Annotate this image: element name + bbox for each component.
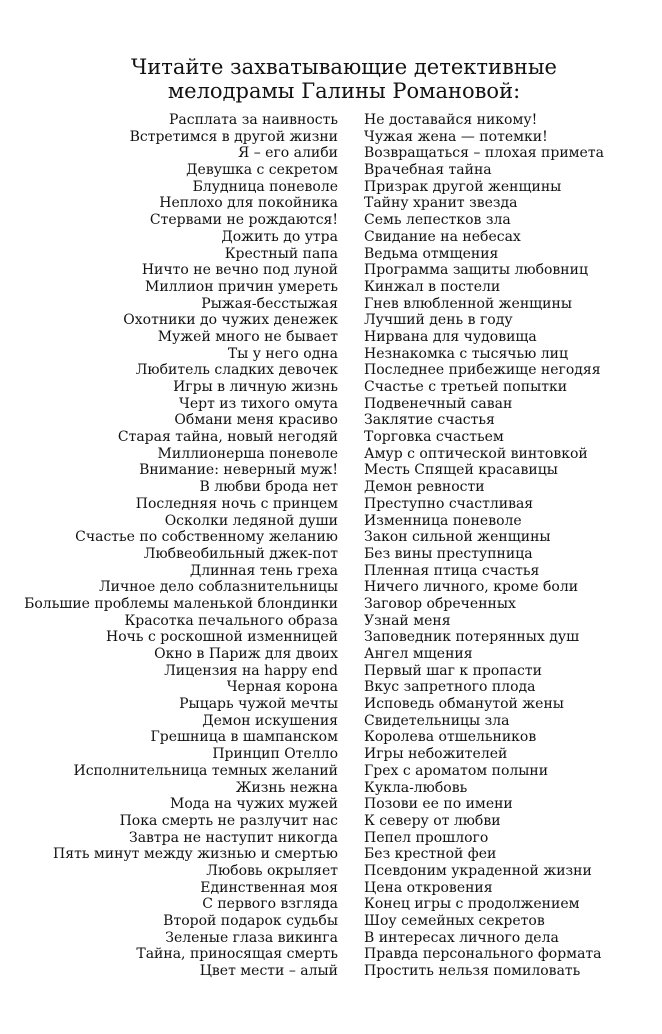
book-title: Миллион причин умереть — [144, 278, 338, 295]
book-title: Черная корона — [226, 679, 338, 696]
book-title: Блудница поневоле — [192, 178, 338, 195]
book-title: Цена откровения — [364, 879, 493, 896]
book-title: Правда персонального формата — [364, 946, 602, 963]
book-title: Мужей много не бывает — [157, 328, 338, 345]
book-title: Крестный папа — [224, 245, 338, 262]
book-title: Счастье по собственному желанию — [75, 529, 338, 546]
book-title: Тайну хранит звезда — [364, 195, 518, 212]
book-title: Личное дело соблазнительницы — [98, 579, 338, 596]
book-title: Конец игры с продолжением — [364, 896, 580, 913]
book-title: В интересах личного дела — [364, 929, 559, 946]
book-title: Преступно счастливая — [364, 495, 534, 512]
book-title: Рыжая-бесстыжая — [201, 295, 338, 312]
book-title: Псевдоним украденной жизни — [364, 862, 592, 879]
book-title: Возвращаться – плохая примета — [364, 145, 604, 162]
book-title: Ничего личного, кроме боли — [364, 579, 579, 596]
book-title: Пять минут между жизнью и смертью — [53, 846, 338, 863]
book-title: Жизнь нежна — [235, 779, 338, 796]
book-title: Осколки ледяной души — [164, 512, 338, 529]
book-title: Месть Спящей красавицы — [364, 462, 558, 479]
book-title: Ангел мщения — [364, 646, 473, 662]
book-title: Внимание: неверный муж! — [139, 462, 338, 479]
book-title: Черт из тихого омута — [179, 395, 338, 412]
book-title: Кукла-любовь — [364, 779, 468, 796]
book-title: Любовь окрыляет — [206, 862, 338, 879]
book-title: Счастье с третьей попытки — [364, 379, 568, 395]
book-title: Красотка печального образа — [124, 612, 338, 629]
book-title: Свидание на небесах — [364, 228, 521, 245]
book-title: Королева отшельников — [364, 729, 537, 746]
book-title: Второй подарок судьбы — [163, 913, 338, 929]
book-list-left-column — [0, 112, 338, 980]
book-title: Тайна, приносящая смерть — [136, 946, 338, 963]
book-title: Пепел прошлого — [364, 829, 489, 846]
book-title: Демон ревности — [364, 479, 485, 496]
book-title: Зеленые глаза викинга — [165, 929, 338, 946]
book-title: Ночь с роскошной изменницей — [106, 629, 338, 646]
book-title: Лучший день в году — [364, 312, 513, 329]
book-title: Вкус запретного плода — [364, 679, 536, 696]
book-title: Ты у него одна — [227, 345, 338, 362]
book-title: Программа защиты любовниц — [364, 262, 588, 279]
book-title: Девушка с секретом — [186, 162, 338, 179]
book-title: Грешница в шампанском — [150, 729, 338, 746]
book-title: Старая тайна, новый негодяй — [117, 429, 338, 446]
book-title: Встретимся в другой жизни — [129, 128, 338, 145]
book-title: Простить нельзя помиловать — [364, 963, 581, 980]
book-title: Кинжал в постели — [364, 278, 501, 295]
book-title: В любви брода нет — [199, 479, 338, 496]
book-title: Узнай меня — [364, 612, 451, 629]
book-title: Неплохо для покойника — [159, 195, 338, 212]
book-list-right-column — [364, 112, 662, 980]
book-title: Окно в Париж для двоих — [154, 646, 338, 662]
book-title: Последняя ночь с принцем — [135, 495, 338, 512]
title-line-1: Читайте захватывающие детективные — [131, 55, 557, 79]
book-title: Без крестной феи — [364, 846, 497, 863]
book-title: Длинная тень греха — [189, 562, 338, 579]
book-title: Игры небожителей — [364, 746, 508, 763]
book-title: Семь лепестков зла — [364, 212, 511, 229]
book-title: Незнакомка с тысячью лиц — [364, 345, 569, 362]
book-title: Гнев влюбленной женщины — [364, 295, 572, 312]
book-title: Заповедник потерянных душ — [364, 629, 580, 646]
book-title: Большие проблемы маленькой блондинки — [24, 595, 338, 612]
book-title: Расплата за наивность — [168, 112, 338, 128]
book-title: Позови ее по имени — [364, 796, 513, 813]
book-title: Шоу семейных секретов — [364, 913, 545, 929]
book-title: Последнее прибежище негодяя — [364, 362, 601, 379]
book-title: Мода на чужих мужей — [170, 796, 338, 813]
book-title: Пленная птица счастья — [364, 562, 540, 579]
book-title: С первого взгляда — [202, 896, 338, 913]
book-title: Не доставайся никому! — [364, 112, 538, 128]
book-title: Ведьма отмщения — [364, 245, 499, 262]
book-title: Исповедь обманутой жены — [364, 696, 564, 713]
book-title: Единственная моя — [200, 879, 338, 896]
book-title: Стервами не рождаются! — [149, 212, 338, 229]
book-title: Пока смерть не разлучит нас — [119, 812, 338, 829]
book-title: Заклятие счастья — [364, 412, 495, 429]
book-title: Цвет мести – алый — [199, 963, 338, 980]
book-title: К северу от любви — [364, 812, 501, 829]
book-title: Принцип Отелло — [212, 746, 338, 763]
book-title: Нирвана для чудовища — [364, 328, 537, 345]
book-title: Ничто не вечно под луной — [141, 262, 338, 279]
book-title: Врачебная тайна — [364, 162, 492, 179]
book-title: Первый шаг к пропасти — [364, 662, 542, 679]
book-title: Исполнительница темных желаний — [73, 762, 338, 779]
book-title: Демон искушения — [202, 712, 338, 729]
book-title: Завтра не наступит никогда — [128, 829, 338, 846]
book-title: Грех с ароматом полыни — [364, 762, 549, 779]
book-title: Закон сильной женщины — [364, 529, 551, 546]
book-title: Заговор обреченных — [364, 595, 516, 612]
book-title: Миллионерша поневоле — [157, 445, 338, 462]
book-title: Амур с оптической винтовкой — [364, 445, 588, 462]
page-title — [0, 55, 662, 103]
book-title: Обмани меня красиво — [174, 412, 338, 429]
book-title: Без вины преступница — [364, 545, 533, 562]
book-title: Подвенечный саван — [364, 395, 513, 412]
book-title: Свидетельницы зла — [364, 712, 510, 729]
book-title: Любвеобильный джек-пот — [143, 545, 338, 562]
book-title: Изменница поневоле — [364, 512, 522, 529]
book-title: Рыцарь чужой мечты — [179, 696, 338, 713]
book-title: Дожить до утра — [221, 228, 338, 245]
book-title: Торговка счастьем — [364, 429, 504, 446]
book-title: Чужая жена — потемки! — [364, 128, 548, 145]
book-title: Охотники до чужих денежек — [123, 312, 338, 329]
book-title: Я – его алиби — [237, 145, 338, 162]
book-title: Призрак другой женщины — [364, 178, 562, 195]
book-title: Игры в личную жизнь — [173, 379, 338, 395]
book-title: Любитель сладких девочек — [135, 362, 338, 379]
title-line-2: мелодрамы Галины Романовой: — [167, 79, 521, 103]
book-title: Лицензия на happy end — [164, 662, 338, 679]
